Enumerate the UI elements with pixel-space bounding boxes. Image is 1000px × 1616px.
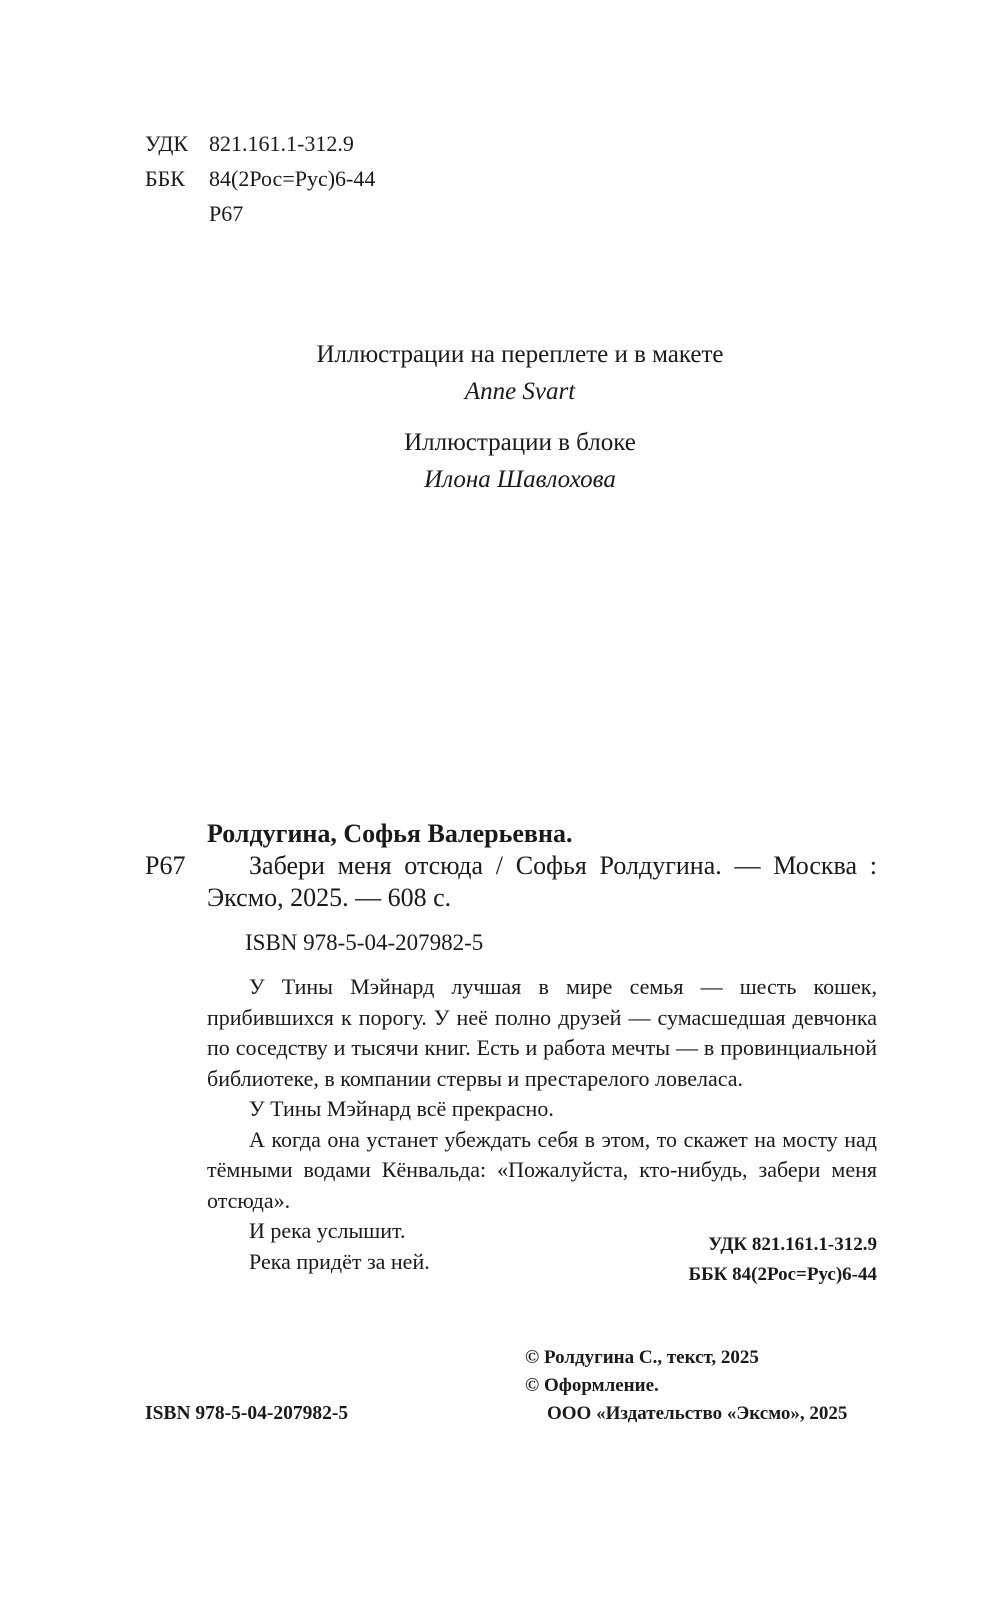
imprint-bbk-line: ББК 84(2Рос=Рус)6-44 (688, 1264, 877, 1285)
interior-credit-label: Иллюстрации в блоке (404, 429, 636, 456)
annotation-paragraph: А когда она устанет убеждать себя в этом, то скажет на мосту над тёмными водами Кёнвальда: «Пожалуйста, кто-нибудь, забери меня отсюда». (207, 1126, 877, 1213)
interior-credit-group (40, 424, 1000, 498)
annotation-paragraph: Река придёт за ней. (249, 1248, 430, 1274)
catalog-isbn: ISBN 978-5-04-207982-5 (245, 930, 484, 955)
catalog-record-row (145, 850, 877, 914)
bbk-line (145, 161, 375, 196)
author-heading: Ролдугина, Софья Валерьевна. (207, 819, 573, 848)
cover-credit-group (40, 336, 1000, 410)
credits-block (40, 336, 1000, 498)
copyright-design-line: © Оформление. (525, 1375, 659, 1396)
publisher-line: ООО «Издательство «Эксмо», 2025 (547, 1403, 848, 1424)
bbk-value: 84(2Рос=Рус)6-44 (209, 166, 376, 191)
isbn-bottom: ISBN 978-5-04-207982-5 (145, 1403, 349, 1424)
copyright-text-line: © Ролдугина С., текст, 2025 (525, 1347, 759, 1368)
interior-credit-artist: Илона Шавлохова (424, 466, 616, 493)
annotation-paragraph: У Тины Мэйнард лучшая в мире семья — шесть кошек, прибившихся к порогу. У неё полно друзей — сумасшедшая девчонка по соседству и тысячи книг. Есть и работа мечты — в провинциальной библиотеке, в компании стервы и престарелого ловеласа. (207, 974, 877, 1091)
catalog-author-code: Р67 (145, 851, 186, 880)
bbk-label: ББК (145, 166, 185, 191)
cover-credit-label: Иллюстрации на переплете и в макете (316, 341, 724, 368)
author-code-line: Р67 (209, 201, 244, 226)
udk-label: УДК (145, 131, 189, 156)
catalog-record: Забери меня отсюда / Софья Ролдугина. — Москва : Эксмо, 2025. — 608 с. (207, 851, 877, 912)
udk-value: 821.161.1-312.9 (209, 131, 354, 156)
imprint-udk-line: УДК 821.161.1-312.9 (708, 1234, 877, 1255)
top-codes-block (145, 126, 375, 231)
cover-credit-artist: Anne Svart (464, 378, 576, 405)
catalog-card-block (145, 818, 877, 1277)
annotation-paragraph: У Тины Мэйнард всё прекрасно. (249, 1096, 554, 1121)
imprint-codes-block (689, 1230, 877, 1290)
copyright-block (525, 1344, 847, 1428)
annotation-paragraph: И река услышит. (249, 1218, 406, 1243)
udk-line (145, 126, 375, 161)
